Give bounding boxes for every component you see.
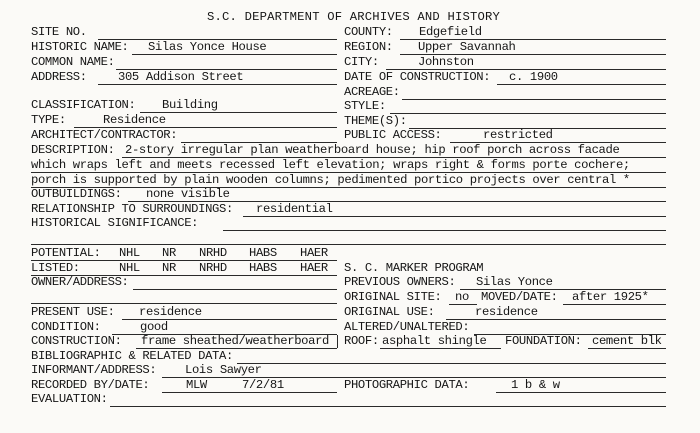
potential-nrhd: NRHD [199, 246, 227, 260]
county-value: Edgefield [419, 25, 482, 39]
potential-haer: HAER [300, 246, 328, 260]
condition-value: good [140, 320, 168, 334]
style-label: STYLE: [344, 99, 386, 113]
listed-label: LISTED: [31, 261, 80, 275]
significance-line-1 [223, 230, 666, 231]
present-use-label: PRESENT USE: [31, 305, 115, 319]
evaluation-line [110, 406, 666, 407]
original-site-label: ORIGINAL SITE: [344, 290, 442, 304]
condition-label: CONDITION: [31, 320, 101, 334]
potential-label: POTENTIAL: [31, 246, 101, 260]
region-label: REGION: [344, 40, 393, 54]
description-label: DESCRIPTION: [31, 143, 115, 157]
region-value: Upper Savannah [418, 40, 516, 54]
public-access-value: restricted [483, 128, 553, 142]
historic-name-value: Silas Yonce House [148, 40, 267, 54]
outbuildings-value: none visible [146, 187, 230, 201]
listed-nhl: NHL [119, 261, 140, 275]
listed-nrhd: NRHD [199, 261, 227, 275]
acreage-label: ACREAGE: [344, 85, 400, 99]
listed-habs: HABS [249, 261, 277, 275]
common-name-label: COMMON NAME: [31, 55, 115, 69]
date-line [497, 84, 666, 85]
potential-habs: HABS [249, 246, 277, 260]
description-rule-3 [31, 187, 666, 188]
relationship-value: residential [256, 202, 333, 216]
classification-value: Building [162, 98, 218, 112]
address-line [98, 84, 337, 85]
relationship-label: RELATIONSHIP TO SURROUNDINGS: [31, 202, 233, 216]
bibliographic-label: BIBLIOGRAPHIC & RELATED DATA: [31, 349, 233, 363]
original-use-value: residence [475, 305, 538, 319]
foundation-line [588, 348, 666, 349]
historic-name-label: HISTORIC NAME: [31, 40, 129, 54]
recorded-line [162, 392, 337, 393]
original-use-line [446, 319, 666, 320]
relationship-line [243, 216, 666, 217]
city-value: Johnston [418, 55, 474, 69]
construction-divider [337, 335, 338, 348]
owner-line-2 [31, 303, 337, 304]
previous-owners-label: PREVIOUS OWNERS: [344, 275, 456, 289]
evaluation-label: EVALUATION: [31, 392, 108, 406]
architect-label: ARCHITECT/CONTRACTOR: [31, 128, 178, 142]
date-value: c. 1900 [509, 70, 558, 84]
description-line-1: 2-story irregular plan weatherboard house; hip roof porch across facade [125, 143, 620, 157]
roof-line [380, 348, 501, 349]
informant-label: INFORMANT/ADDRESS: [31, 363, 157, 377]
significance-label: HISTORICAL SIGNIFICANCE: [31, 216, 199, 230]
card-header: S.C. DEPARTMENT OF ARCHIVES AND HISTORY [207, 10, 501, 24]
moved-label: MOVED/DATE: [481, 290, 558, 304]
description-line-2: which wraps left and meets recessed left elevation; wraps right & forms porte cochere; [31, 158, 630, 172]
construction-label: CONSTRUCTION: [31, 334, 122, 348]
owner-label: OWNER/ADDRESS: [31, 275, 129, 289]
previous-owners-value: Silas Yonce [476, 275, 553, 289]
type-label: TYPE: [31, 113, 66, 127]
original-site-line [449, 304, 477, 305]
photo-line [496, 392, 666, 393]
informant-value: Lois Sawyer [185, 363, 262, 377]
recorded-date-value: 7/2/81 [242, 378, 284, 392]
site-no-label: SITE NO. [31, 25, 87, 39]
type-value: Residence [103, 113, 166, 127]
original-site-value: no [455, 290, 469, 304]
city-label: CITY: [344, 55, 379, 69]
listed-haer: HAER [300, 261, 328, 275]
bibliographic-line [237, 363, 666, 364]
potential-nhl: NHL [119, 246, 140, 260]
theme-label: THEME(S): [344, 114, 407, 128]
address-value: 305 Addison Street [118, 70, 244, 84]
roof-value: asphalt shingle [382, 334, 487, 348]
present-use-value: residence [139, 305, 202, 319]
moved-value: after 1925* [572, 290, 649, 304]
county-label: COUNTY: [344, 25, 393, 39]
style-line [390, 113, 666, 114]
historic-name-line [132, 54, 337, 55]
foundation-value: cement blk [592, 334, 662, 348]
address-label: ADDRESS: [31, 70, 87, 84]
acreage-line [402, 99, 666, 100]
significance-line-2 [31, 244, 666, 245]
marker-program-label: S. C. MARKER PROGRAM [344, 261, 484, 275]
construction-value: frame sheathed/weatherboard [141, 334, 330, 348]
description-line-3: porch is supported by plain wooden columns; pedimented portico projects over central * [31, 173, 630, 187]
recorder-value: MLW [186, 378, 207, 392]
classification-label: CLASSIFICATION: [31, 98, 136, 112]
listed-nr: NR [162, 261, 176, 275]
roof-label: ROOF: [344, 334, 379, 348]
potential-nr: NR [162, 246, 176, 260]
moved-line [563, 304, 666, 305]
altered-label: ALTERED/UNALTERED: [344, 320, 470, 334]
classification-line [140, 112, 337, 113]
outbuildings-label: OUTBUILDINGS: [31, 187, 122, 201]
foundation-label: FOUNDATION: [505, 334, 582, 348]
original-use-label: ORIGINAL USE: [344, 305, 435, 319]
owner-line-1 [133, 289, 337, 290]
date-label: DATE OF CONSTRUCTION: [344, 70, 491, 84]
photo-value: 1 b & w [511, 378, 560, 392]
photo-label: PHOTOGRAPHIC DATA: [344, 378, 470, 392]
recorded-label: RECORDED BY/DATE: [31, 378, 150, 392]
public-access-label: PUBLIC ACCESS: [344, 128, 442, 142]
